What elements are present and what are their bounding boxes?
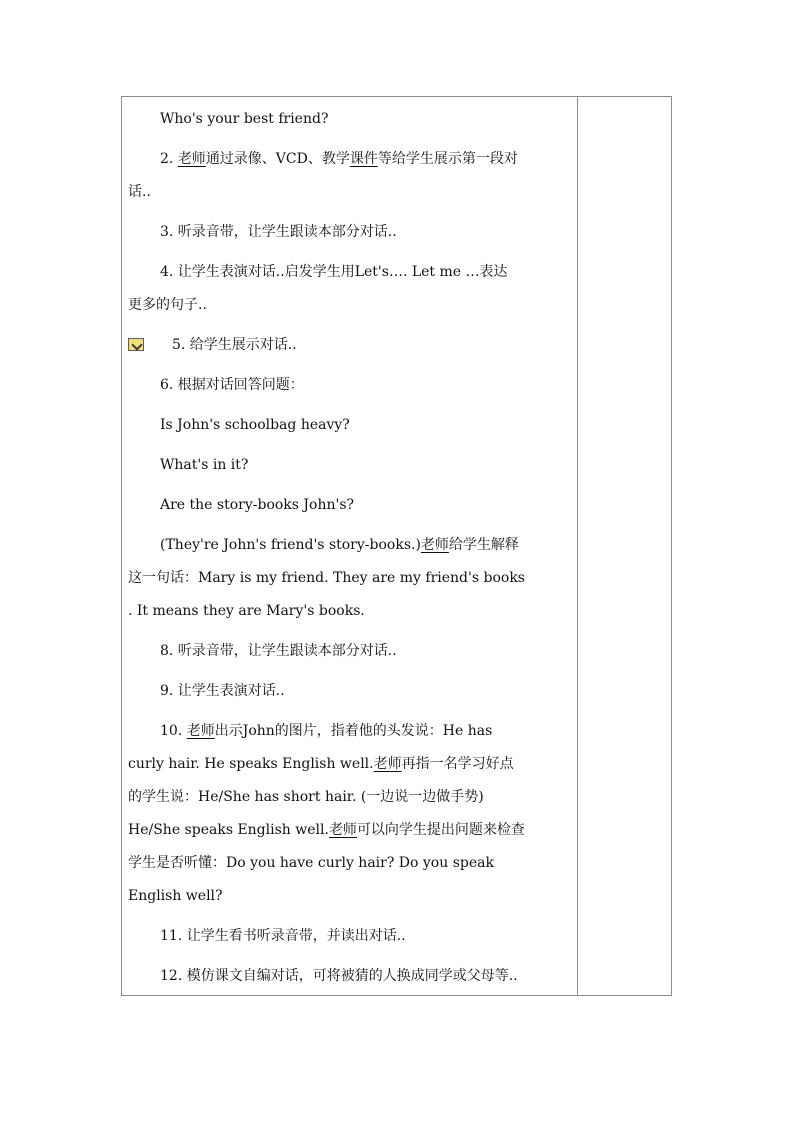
underlined-term: 老师 <box>177 151 206 167</box>
underlined-term: 课件 <box>349 151 378 167</box>
paragraph-7 <box>128 529 564 628</box>
text-line: 这一句话：Mary is my friend. They are my friend's books <box>128 570 525 586</box>
text-span: (They're John's friend's story-books.) <box>160 537 421 553</box>
text-line: 更多的句子.. <box>128 297 207 313</box>
text-line: 8. 听录音带，让学生跟读本部分对话.. <box>160 643 397 659</box>
underlined-term: 老师 <box>186 723 215 739</box>
paragraph-10 <box>128 715 564 913</box>
text-line: 学生是否听懂：Do you have curly hair? Do you speak <box>128 855 494 871</box>
text-line: 11. 让学生看书听录音带，并读出对话.. <box>160 928 406 944</box>
text-line <box>128 715 564 748</box>
text-line <box>128 814 564 847</box>
paragraph-2 <box>128 143 564 209</box>
paragraph-9 <box>128 675 564 708</box>
text-line <box>128 748 564 781</box>
paragraph-3 <box>128 216 564 249</box>
text-line: English well? <box>128 888 223 904</box>
text-line <box>128 143 564 176</box>
text-span: 出示John的图片，指着他的头发说：He has <box>214 723 493 739</box>
text-line: Are the story-books John's? <box>160 497 355 513</box>
text-span: 5. 给学生展示对话.. <box>172 337 297 353</box>
item-number: 10. <box>160 723 187 739</box>
text-line: 6. 根据对话回答问题： <box>160 377 304 393</box>
text-span: 通过录像、VCD、教学 <box>205 151 350 167</box>
question-3 <box>128 489 564 522</box>
item-number: 2. <box>160 151 174 167</box>
underlined-term: 老师 <box>420 537 449 553</box>
paragraph-11 <box>128 920 564 953</box>
notes-cell <box>578 97 671 995</box>
text-span: curly hair. He speaks English well. <box>128 756 374 772</box>
paragraph-12 <box>128 960 564 993</box>
text-line <box>128 329 564 362</box>
text-line: 9. 让学生表演对话.. <box>160 683 285 699</box>
question-2 <box>128 449 564 482</box>
lesson-table <box>121 96 672 996</box>
paragraph-6 <box>128 369 564 402</box>
text-span: He/She speaks English well. <box>128 822 329 838</box>
text-span: 给学生解释 <box>448 537 519 553</box>
lesson-cell <box>128 103 564 993</box>
underlined-term: 老师 <box>373 756 402 772</box>
text-line: What's in it? <box>160 457 249 473</box>
paragraph-4 <box>128 256 564 322</box>
paragraph-8 <box>128 635 564 668</box>
text-line <box>128 529 564 562</box>
text-line: Who's your best friend? <box>160 111 329 127</box>
text-line: 3. 听录音带，让学生跟读本部分对话.. <box>160 224 397 240</box>
note-icon[interactable] <box>128 338 144 351</box>
text-span: 等给学生展示第一段对 <box>377 151 518 167</box>
text-line: 的学生说：He/She has short hair. (一边说一边做手势) <box>128 789 484 805</box>
text-line: . It means they are Mary's books. <box>128 603 365 619</box>
text-span: 再指一名学习好点 <box>401 756 514 772</box>
text-line: 12. 模仿课文自编对话，可将被猜的人换成同学或父母等.. <box>160 968 518 984</box>
underlined-term: 老师 <box>328 822 357 838</box>
text-line: 话.. <box>128 184 151 200</box>
text-line: Is John's schoolbag heavy? <box>160 417 350 433</box>
text-span: 可以向学生提出问题来检查 <box>356 822 525 838</box>
paragraph-1 <box>128 103 564 136</box>
text-line: 4. 让学生表演对话..启发学生用Let's…. Let me …表达 <box>160 264 508 280</box>
paragraph-5 <box>128 329 564 362</box>
question-1 <box>128 409 564 442</box>
